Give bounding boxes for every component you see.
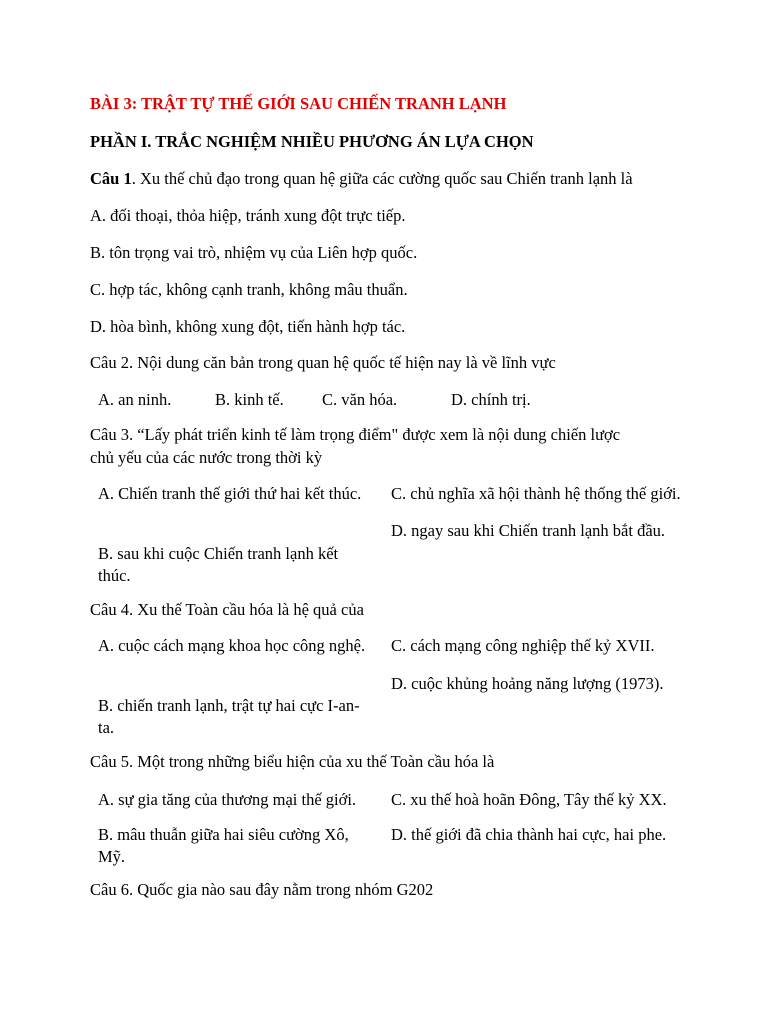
question-4-option-d: D. cuộc khủng hoảng năng lượng (1973). [391, 674, 664, 693]
question-3-option-d: D. ngay sau khi Chiến tranh lạnh bắt đầu. [391, 521, 666, 540]
section-heading: PHẦN I. TRẮC NGHIỆM NHIỀU PHƯƠNG ÁN LỰA CHỌN [90, 132, 534, 151]
question-2-option-b: B. kinh tế. [215, 390, 284, 409]
question-1-option-d: D. hòa bình, không xung đột, tiến hành hợp tác. [90, 317, 406, 336]
question-6-text: Câu 6. Quốc gia nào sau đây nằm trong nhóm G202 [90, 880, 434, 899]
question-2-text: Câu 2. Nội dung căn bản trong quan hệ quốc tế hiện nay là về lĩnh vực [90, 353, 556, 372]
question-3-option-c: C. chủ nghĩa xã hội thành hệ thống thế giới. [391, 484, 681, 503]
question-3-option-a: A. Chiến tranh thế giới thứ hai kết thúc. [98, 484, 362, 503]
question-2-option-c: C. văn hóa. [322, 390, 398, 409]
question-1-text: . Xu thế chủ đạo trong quan hệ giữa các cường quốc sau Chiến tranh lạnh là [131, 169, 633, 188]
question-4-option-a: A. cuộc cách mạng khoa học công nghệ. [98, 636, 366, 655]
question-1-option-a: A. đối thoại, thỏa hiệp, tránh xung đột trực tiếp. [90, 206, 406, 225]
lesson-title: BÀI 3: TRẬT TỰ THẾ GIỚI SAU CHIẾN TRANH LẠNH [90, 94, 507, 113]
question-3-text-line-2: chủ yếu của các nước trong thời kỳ [90, 448, 323, 467]
question-2-option-a: A. an ninh. [98, 390, 172, 409]
question-1-option-c: C. hợp tác, không cạnh tranh, không mâu thuẩn. [90, 280, 408, 299]
question-4-option-b: B. chiến tranh lạnh, trật tự hai cực I-an-ta. [98, 696, 360, 737]
question-5-option-a: A. sự gia tăng của thương mại thế giới. [98, 790, 357, 809]
question-5-text: Câu 5. Một trong những biểu hiện của xu thế Toàn cầu hóa là [90, 752, 495, 771]
question-3-option-b: B. sau khi cuộc Chiến tranh lạnh kết thúc. [98, 544, 339, 585]
question-3-text-line-1: Câu 3. “Lấy phát triển kinh tế làm trọng điểm" được xem là nội dung chiến lược [90, 425, 621, 444]
question-1 [90, 168, 700, 190]
question-2-option-d: D. chính trị. [451, 390, 531, 409]
question-5-option-c: C. xu thế hoà hoãn Đông, Tây thế kỷ XX. [391, 790, 667, 809]
question-1-label: Câu 1 [90, 169, 132, 188]
question-5-option-d: D. thế giới đã chia thành hai cực, hai phe. [391, 825, 667, 844]
question-4-option-c: C. cách mạng công nghiệp thế kỷ XVII. [391, 636, 655, 655]
question-4-text: Câu 4. Xu thế Toàn cầu hóa là hệ quả của [90, 600, 364, 619]
question-1-option-b: B. tôn trọng vai trò, nhiệm vụ của Liên hợp quốc. [90, 243, 418, 262]
question-5-option-b: B. mâu thuẫn giữa hai siêu cường Xô, Mỹ. [98, 825, 349, 866]
